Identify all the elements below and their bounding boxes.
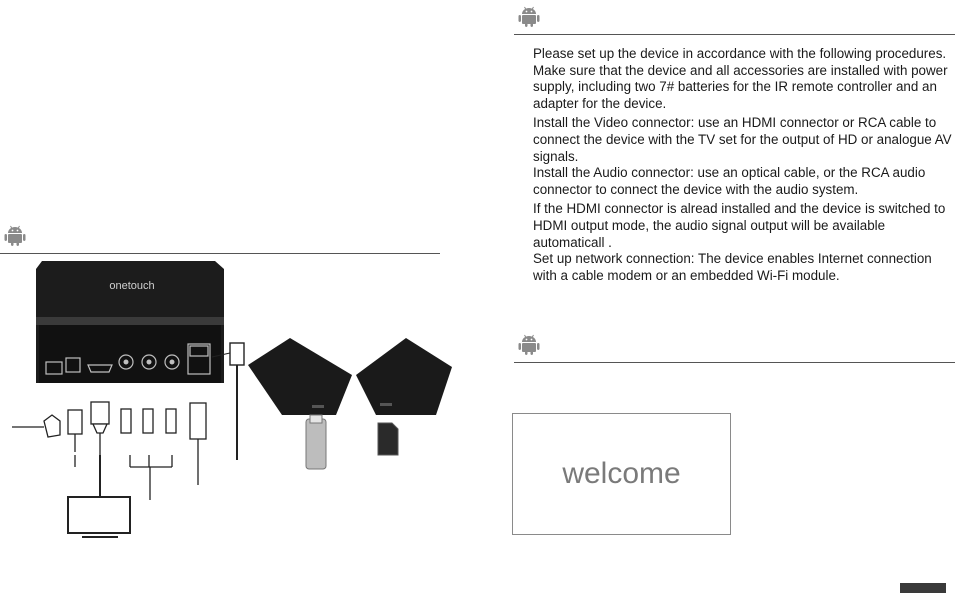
section-divider — [514, 34, 955, 35]
section-divider — [0, 253, 440, 254]
instruction-item: Install the Audio connector: use an optical cable, or the RCA audio connector to connect the device with the audio system. — [533, 165, 926, 197]
set-top-box — [36, 261, 224, 383]
instruction-item: Install the Video connector: use an HDMI connector or RCA cable to connect the device with the TV set for the output of HD or analogue AV signals. — [533, 115, 952, 164]
usb-stick-icon — [306, 415, 326, 469]
instruction-item: Set up network connection: The device enables Internet connection with a cable modem or an embedded Wi-Fi module. — [533, 251, 932, 283]
page-marker — [900, 583, 946, 593]
android-icon — [3, 223, 27, 247]
tv-icon — [68, 455, 130, 537]
android-icon — [517, 4, 541, 28]
brand-label: onetouch — [109, 280, 155, 292]
welcome-text: welcome — [562, 457, 681, 490]
instruction-item: Make sure that the device and all accessories are installed with power supply, including two 7# batteries for the IR remote controller and an adapter for the device. — [533, 62, 948, 111]
cable-plugs — [12, 402, 206, 500]
connection-diagram — [0, 255, 470, 545]
section-divider — [514, 362, 955, 363]
instruction-item: If the HDMI connector is alread installed and the device is switched to HDMI output mode, the audio signal output will be available automaticall . — [533, 201, 946, 250]
sd-card-icon — [378, 423, 398, 455]
android-icon — [517, 332, 541, 356]
usb-port-panel — [248, 338, 452, 415]
instruction-item: Please set up the device in accordance with the following procedures. — [533, 46, 947, 61]
setup-instructions — [533, 46, 953, 284]
welcome-screen-preview — [512, 413, 731, 535]
